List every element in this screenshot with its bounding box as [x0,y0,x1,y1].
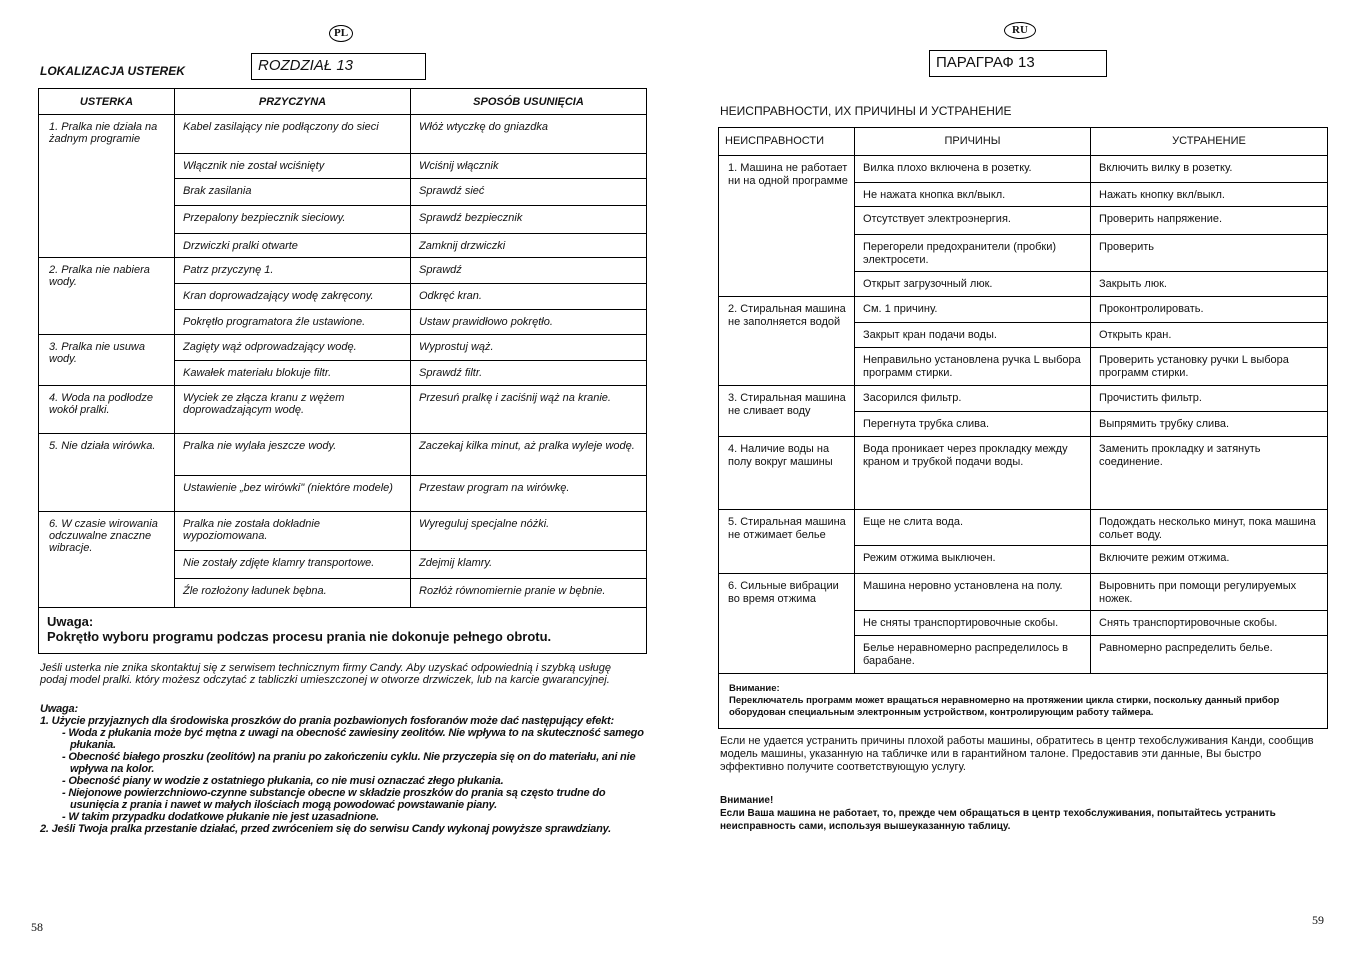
pl-symptom-text: 5. Nie działa wirówka. [49,440,156,452]
ru-cause-cell [855,156,1091,183]
pl-remedy-cell [411,335,647,361]
ru-table-row [719,574,1328,611]
pl-warning-title: Uwaga: [40,703,78,715]
pl-warning-dash: - Woda z płukania może być mętna z uwagi na obecność zawiesiny zeolitów. Nie wpływa to na skuteczność samego płukania. [62,727,644,751]
ru-symptom-cell [719,437,855,510]
pl-cause-text: Ustawienie „bez wirówki" (niektóre modele) [183,482,393,494]
pl-remedy-cell [411,154,647,179]
pl-remedy-text: Sprawdź sieć [419,185,485,197]
pl-remedy-cell [411,284,647,310]
pl-symptom-cell [39,335,175,386]
pl-cause-cell [175,335,411,361]
pl-cause-text: Przepalony bezpiecznik sieciowy. [183,212,346,224]
ru-remedy-text: Открыть кран. [1099,329,1172,341]
ru-symptom-cell [719,386,855,437]
ru-cause-text: Не нажата кнопка вкл/выкл. [863,189,1006,201]
ru-cause-text: Перегорели предохранители (пробки) электросети. [863,241,1057,266]
ru-remedy-cell [1091,348,1328,386]
ru-remedy-cell [1091,386,1328,412]
ru-warning-title: Внимание! [720,795,774,806]
pl-cause-cell [175,234,411,258]
ru-remedy-cell [1091,510,1328,546]
ru-remedy-text: Проконтролировать. [1099,303,1204,315]
pl-cause-cell [175,551,411,579]
ru-remedy-text: Нажать кнопку вкл/выкл. [1099,189,1225,201]
pl-symptom-cell [39,258,175,335]
pl-remedy-text: Sprawdź [419,264,462,276]
pl-warning-dash: - Niejonowe powierzchniowo-czynne substancje obecne w składzie proszków do prania są często trudne do usunięcia z prania i nawet w małych ilościach mogą powodować powstawanie piany. [62,787,606,811]
pl-cause-text: Zagięty wąż odprowadzający wodę. [183,341,357,353]
ru-cause-cell [855,611,1091,636]
ru-warning-block [720,794,1320,833]
pl-warning-2: 2. Jeśli Twoja pralka przestanie działać, przed zwróceniem się do serwisu Candy wykonaj powyższe sprawdziany. [40,823,611,835]
language-badge-ru: RU [1004,22,1036,39]
pl-cause-cell [175,310,411,335]
pl-symptom-text: 1. Pralka nie działa na żadnym programie [49,121,158,145]
pl-cause-cell [175,512,411,551]
ru-symptom-cell [719,510,855,574]
pl-remedy-cell [411,115,647,154]
ru-cause-cell [855,235,1091,272]
pl-warning-dash: - Obecność białego proszku (zeolitów) na praniu po zakończeniu cyklu. Nie przyczepia się on do materiału, ani nie wpływa na kolor. [62,751,636,775]
pl-warning-block [40,703,650,835]
pl-remedy-cell [411,386,647,434]
ru-remedy-cell [1091,207,1328,235]
ru-remedy-cell [1091,546,1328,574]
ru-remedy-text: Равномерно распределить белье. [1099,642,1273,654]
ru-cause-cell [855,412,1091,437]
pl-cause-text: Kabel zasilający nie podłączony do sieci [183,121,379,133]
pl-cause-cell [175,206,411,234]
ru-remedy-text: Закрыть люк. [1099,278,1167,290]
ru-header-cause: ПРИЧИНЫ [855,128,1091,156]
ru-cause-text: Машина неровно установлена на полу. [863,580,1063,592]
pl-remedy-text: Przestaw program na wirówkę. [419,482,570,494]
ru-cause-text: Отсутствует электроэнергия. [863,213,1011,225]
pl-remedy-text: Zamknij drzwiczki [419,240,506,252]
ru-remedy-cell [1091,235,1328,272]
ru-remedy-cell [1091,272,1328,297]
ru-note-text: Переключатель программ может вращаться неравномерно на протяжении цикла стирки, поскольку данный прибор оборудован специальным электронным устройством, контролирующим работу таймера. [729,695,1280,718]
ru-symptom-cell [719,574,855,674]
ru-service-text: Если не удается устранить причины плохой работы машины, обратитесь в центр техобслуживания Канди, сообщив модель машины, указанную на табличке или в гарантийном талоне. Предоставив эти данные, Вы быстро эффективно получите соответствующую услугу. [720,735,1314,773]
ru-symptom-text: 3. Стиральная машина не сливает воду [728,392,846,417]
pl-table-row [39,434,647,476]
pl-remedy-text: Ustaw prawidłowo pokrętło. [419,316,553,328]
ru-chapter-box: ПАРАГРАФ 13 [929,50,1107,77]
ru-header-fault: НЕИСПРАВНОСТИ [719,128,855,156]
pl-cause-text: Włącznik nie został wciśnięty [183,160,325,172]
pl-remedy-cell [411,434,647,476]
pl-symptom-text: 6. W czasie wirowania odczuwalne znaczne wibracje. [49,518,158,554]
pl-cause-cell [175,284,411,310]
pl-cause-text: Kran doprowadzający wodę zakręcony. [183,290,374,302]
pl-header-cause: PRZYCZYNA [175,89,411,115]
pl-cause-cell [175,179,411,206]
ru-cause-cell [855,546,1091,574]
ru-remedy-text: Заменить прокладку и затянуть соединение. [1099,443,1261,468]
pl-table-row [39,386,647,434]
pl-remedy-cell [411,258,647,284]
ru-remedy-text: Проверить установку ручки L выбора программ стирки. [1099,354,1289,379]
pl-cause-cell [175,258,411,284]
ru-remedy-cell [1091,323,1328,348]
ru-note-cell [719,674,1328,729]
pl-header-remedy: SPOSÓB USUNIĘCIA [411,89,647,115]
ru-remedy-cell [1091,183,1328,207]
pl-warning-1: 1. Użycie przyjaznych dla środowiska proszków do prania pozbawionych fosforanów może dać następujący efekt: [40,715,614,727]
pl-symptom-cell [39,115,175,258]
ru-remedy-text: Выровнить при помощи регулируемых ножек. [1099,580,1297,605]
pl-symptom-text: 2. Pralka nie nabiera wody. [49,264,150,288]
pl-cause-cell [175,115,411,154]
ru-cause-cell [855,323,1091,348]
pl-cause-text: Wyciek ze złącza kranu z wężem doprowadzającym wodę. [183,392,345,416]
ru-section-title: НЕИСПРАВНОСТИ, ИХ ПРИЧИНЫ И УСТРАНЕНИЕ [720,104,1012,118]
pl-cause-text: Źle rozłożony ładunek bębna. [183,585,327,597]
ru-table-row [719,437,1328,510]
ru-cause-cell [855,437,1091,510]
ru-table-row [719,510,1328,546]
ru-cause-cell [855,207,1091,235]
pl-remedy-text: Sprawdź bezpiecznik [419,212,523,224]
ru-cause-text: Неправильно установлена ручка L выбора программ стирки. [863,354,1081,379]
pl-note-title: Uwaga: [47,614,94,629]
ru-cause-text: Открыт загрузочный люк. [863,278,993,290]
ru-remedy-cell [1091,611,1328,636]
pl-remedy-text: Przesuń pralkę i zaciśnij wąż na kranie. [419,392,611,404]
ru-cause-cell [855,272,1091,297]
ru-remedy-cell [1091,156,1328,183]
ru-remedy-text: Подождать несколько минут, пока машина сольет воду. [1099,516,1316,541]
pl-service-text: Jeśli usterka nie znika skontaktuj się z serwisem technicznym firmy Candy. Aby uzyskać odpowiednią i szybką usługę podaj model pralki. który możesz odczytać z tabliczki umieszczonej w otworze drzwiczek, lub na karcie gwarancyjnej. [40,662,612,686]
pl-remedy-text: Zdejmij klamry. [419,557,493,569]
ru-cause-text: Белье неравномерно распределилось в барабане. [863,642,1069,667]
pl-symptom-text: 4. Woda na podłodze wokół pralki. [49,392,153,416]
ru-symptom-cell [719,297,855,386]
ru-troubleshooting-table [718,127,1328,729]
pl-table-row [39,512,647,551]
ru-cause-cell [855,183,1091,207]
ru-cause-text: См. 1 причину. [863,303,938,315]
pl-cause-text: Kawałek materiału blokuje filtr. [183,367,332,379]
pl-note-text: Pokrętło wyboru programu podczas procesu prania nie dokonuje pełnego obrotu. [47,629,552,644]
page-number-right: 59 [1312,913,1324,927]
ru-note-title: Внимание: [729,683,780,694]
pl-table-row [39,335,647,361]
pl-header-fault: USTERKA [39,89,175,115]
pl-cause-cell [175,579,411,608]
pl-remedy-cell [411,512,647,551]
ru-remedy-text: Проверить [1099,241,1155,253]
ru-header-remedy: УСТРАНЕНИЕ [1091,128,1328,156]
pl-table-row [39,258,647,284]
pl-section-title: LOKALIZACJA USTEREK [40,64,185,78]
pl-remedy-text: Włóż wtyczkę do gniazdka [419,121,548,133]
ru-table-row [719,297,1328,323]
ru-warning-text: Если Ваша машина не работает, то, прежде чем обращаться в центр техобслуживания, попытайтесь устранить неисправность сами, используя вышеуказанную таблицу. [720,808,1276,832]
ru-cause-text: Вода проникает через прокладку между краном и трубкой подачи воды. [863,443,1068,468]
ru-cause-cell [855,636,1091,674]
ru-remedy-text: Включить вилку в розетку. [1099,162,1233,174]
pl-remedy-cell [411,206,647,234]
pl-remedy-text: Rozłóż równomiernie pranie w bębnie. [419,585,606,597]
ru-cause-text: Засорился фильтр. [863,392,962,404]
pl-symptom-cell [39,434,175,512]
ru-cause-text: Перегнута трубка слива. [863,418,990,430]
pl-table-row [39,115,647,154]
page-number-left: 58 [31,920,43,934]
ru-symptom-text: 2. Стиральная машина не заполняется водой [728,303,846,328]
ru-cause-cell [855,574,1091,611]
pl-cause-text: Pralka nie została dokładnie wypoziomowana. [183,518,320,542]
pl-warning-dash: - Obecność piany w wodzie z ostatniego płukania, co nie musi oznaczać złego płukania. [62,775,504,787]
pl-remedy-text: Wciśnij włącznik [419,160,499,172]
pl-cause-cell [175,476,411,512]
ru-remedy-cell [1091,437,1328,510]
pl-remedy-cell [411,179,647,206]
ru-cause-cell [855,297,1091,323]
ru-cause-cell [855,348,1091,386]
pl-cause-text: Pralka nie wylała jeszcze wody. [183,440,337,452]
pl-warning-dashes [40,727,650,823]
ru-remedy-cell [1091,574,1328,611]
pl-remedy-cell [411,310,647,335]
ru-cause-text: Еще не слита вода. [863,516,964,528]
ru-symptom-text: 5. Стиральная машина не отжимает белье [728,516,846,541]
ru-remedy-cell [1091,636,1328,674]
pl-troubleshooting-table [38,88,647,654]
pl-cause-cell [175,386,411,434]
ru-remedy-cell [1091,412,1328,437]
ru-table-row [719,386,1328,412]
ru-symptom-text: 1. Машина не работает ни на одной программе [728,162,848,187]
pl-cause-text: Pokrętło programatora źle ustawione. [183,316,366,328]
ru-symptom-text: 6. Сильные вибрации во время отжима [728,580,839,605]
ru-remedy-text: Снять транспортировочные скобы. [1099,617,1278,629]
pl-warning-dash: - W takim przypadku dodatkowe płukanie nie jest uzasadnione. [62,811,379,823]
pl-remedy-cell [411,579,647,608]
language-badge-pl: PL [329,25,353,42]
pl-cause-cell [175,434,411,476]
pl-remedy-text: Wyreguluj specjalne nóżki. [419,518,550,530]
ru-cause-text: Закрыт кран подачи воды. [863,329,997,341]
ru-remedy-text: Проверить напряжение. [1099,213,1223,225]
pl-remedy-text: Sprawdź filtr. [419,367,483,379]
ru-table-row [719,156,1328,183]
pl-remedy-cell [411,234,647,258]
ru-symptom-text: 4. Наличие воды на полу вокруг машины [728,443,833,468]
ru-cause-text: Не сняты транспортировочные скобы. [863,617,1059,629]
pl-chapter-box: ROZDZIAŁ 13 [251,53,426,80]
pl-remedy-text: Zaczekaj kilka minut, aż pralka wyleje wodę. [419,440,635,452]
ru-cause-cell [855,386,1091,412]
pl-remedy-cell [411,361,647,386]
pl-remedy-text: Wyprostuj wąż. [419,341,494,353]
pl-remedy-text: Odkręć kran. [419,290,482,302]
ru-remedy-cell [1091,297,1328,323]
ru-cause-text: Вилка плохо включена в розетку. [863,162,1032,174]
ru-cause-cell [855,510,1091,546]
pl-symptom-text: 3. Pralka nie usuwa wody. [49,341,145,365]
ru-remedy-text: Выпрямить трубку слива. [1099,418,1230,430]
ru-symptom-cell [719,156,855,297]
pl-cause-text: Drzwiczki pralki otwarte [183,240,298,252]
pl-cause-text: Brak zasilania [183,185,252,197]
pl-cause-text: Patrz przyczynę 1. [183,264,274,276]
ru-cause-text: Режим отжима выключен. [863,552,996,564]
pl-remedy-cell [411,551,647,579]
pl-symptom-cell [39,386,175,434]
pl-cause-cell [175,361,411,386]
ru-remedy-text: Прочистить фильтр. [1099,392,1202,404]
pl-cause-text: Nie zostały zdjęte klamry transportowe. [183,557,375,569]
pl-remedy-cell [411,476,647,512]
pl-cause-cell [175,154,411,179]
pl-symptom-cell [39,512,175,608]
pl-note-cell [39,608,647,654]
ru-remedy-text: Включите режим отжима. [1099,552,1230,564]
